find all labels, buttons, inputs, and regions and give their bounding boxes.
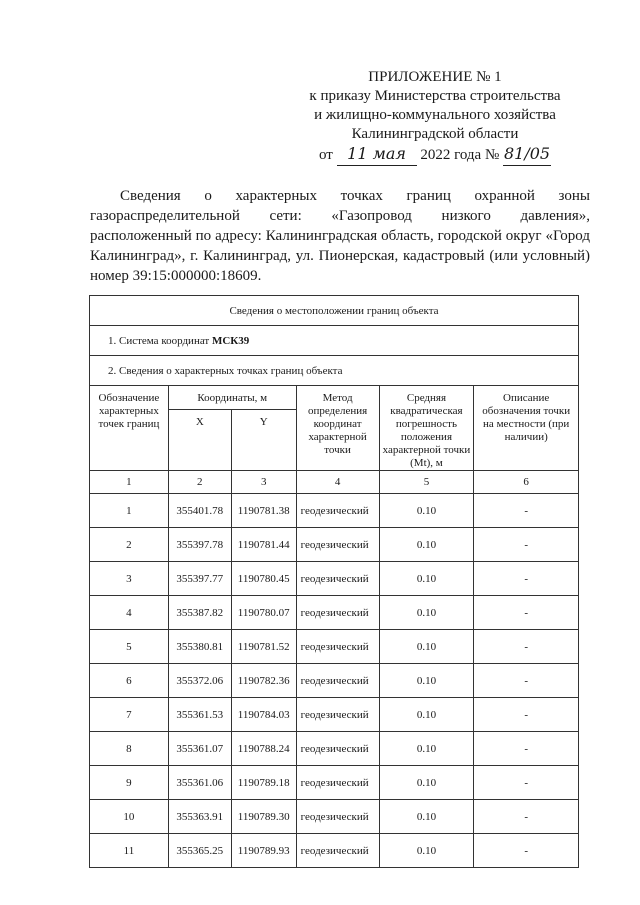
point-cell: 4: [90, 596, 169, 630]
error-cell: 0.10: [379, 800, 474, 834]
point-cell: 9: [90, 766, 169, 800]
description-cell: -: [474, 596, 579, 630]
y-coordinate-cell: 1190788.24: [231, 732, 296, 766]
coordinate-system-label: 1. Система координат: [108, 334, 210, 347]
order-line-3: Калининградской области: [351, 126, 519, 142]
table-row: [90, 630, 579, 664]
y-coordinate-cell: 1190781.44: [231, 528, 296, 562]
table-row: [90, 698, 579, 732]
error-cell: 0.10: [379, 494, 474, 528]
method-cell: геодезический: [296, 732, 379, 766]
method-cell: геодезический: [296, 766, 379, 800]
column-index: 4: [296, 471, 379, 494]
table-title-row: [90, 296, 579, 326]
method-cell: геодезический: [296, 834, 379, 868]
method-cell: геодезический: [296, 528, 379, 562]
col-method-header: Метод определения координат характерной точки: [296, 386, 379, 471]
col-x-header: X: [168, 410, 231, 471]
table-row: [90, 596, 579, 630]
column-index: 3: [231, 471, 296, 494]
y-coordinate-cell: 1190781.38: [231, 494, 296, 528]
header-row-1: [90, 386, 579, 410]
description-cell: -: [474, 698, 579, 732]
error-cell: 0.10: [379, 834, 474, 868]
column-index: 2: [168, 471, 231, 494]
x-coordinate-cell: 355372.06: [168, 664, 231, 698]
table-title: Сведения о местоположении границ объекта: [90, 296, 579, 326]
column-index: 6: [474, 471, 579, 494]
col-coords-header: Координаты, м: [168, 386, 296, 410]
number-field: [503, 144, 551, 166]
column-index: 5: [379, 471, 474, 494]
col-y-header: Y: [231, 410, 296, 471]
error-cell: 0.10: [379, 766, 474, 800]
description-cell: -: [474, 528, 579, 562]
order-line-1: к приказу Министерства строительства: [309, 88, 561, 104]
handwritten-date: 11 мая: [347, 144, 406, 163]
description-cell: -: [474, 630, 579, 664]
description-cell: -: [474, 562, 579, 596]
point-cell: 3: [90, 562, 169, 596]
coordinate-system-row: [90, 326, 579, 356]
table-row: [90, 766, 579, 800]
y-coordinate-cell: 1190780.07: [231, 596, 296, 630]
x-coordinate-cell: 355380.81: [168, 630, 231, 664]
method-cell: геодезический: [296, 664, 379, 698]
point-cell: 10: [90, 800, 169, 834]
column-index-row: [90, 471, 579, 494]
x-coordinate-cell: 355387.82: [168, 596, 231, 630]
coordinate-system-cell: [90, 326, 579, 356]
y-coordinate-cell: 1190789.18: [231, 766, 296, 800]
error-cell: 0.10: [379, 698, 474, 732]
error-cell: 0.10: [379, 596, 474, 630]
method-cell: геодезический: [296, 494, 379, 528]
error-cell: 0.10: [379, 732, 474, 766]
col-desc-header: Описание обозначения точки на местности (при наличии): [474, 386, 579, 471]
point-cell: 11: [90, 834, 169, 868]
order-date-line: [290, 144, 580, 166]
method-cell: геодезический: [296, 596, 379, 630]
table-row: [90, 562, 579, 596]
description-cell: -: [474, 732, 579, 766]
x-coordinate-cell: 355363.91: [168, 800, 231, 834]
year-label: 2022 года №: [420, 147, 500, 163]
point-cell: 5: [90, 630, 169, 664]
table-row: [90, 732, 579, 766]
table-row: [90, 494, 579, 528]
intro-paragraph: [90, 186, 590, 286]
coordinate-system-value: МСК39: [211, 334, 250, 347]
table-row: [90, 800, 579, 834]
error-cell: 0.10: [379, 664, 474, 698]
error-cell: 0.10: [379, 630, 474, 664]
order-line-2: и жилищно-коммунального хозяйства: [314, 107, 556, 123]
y-coordinate-cell: 1190781.52: [231, 630, 296, 664]
description-cell: -: [474, 766, 579, 800]
date-field: [337, 144, 417, 166]
x-coordinate-cell: 355361.06: [168, 766, 231, 800]
section-2-label: 2. Сведения о характерных точках границ объекта: [90, 356, 579, 386]
from-label: от: [318, 147, 333, 163]
point-cell: 1: [90, 494, 169, 528]
table-row: [90, 834, 579, 868]
description-cell: -: [474, 664, 579, 698]
error-cell: 0.10: [379, 562, 474, 596]
col-error-header: Средняя квадратическая погрешность положения характерной точки (Mt), м: [379, 386, 474, 471]
point-cell: 2: [90, 528, 169, 562]
description-cell: -: [474, 494, 579, 528]
method-cell: геодезический: [296, 630, 379, 664]
y-coordinate-cell: 1190784.03: [231, 698, 296, 732]
method-cell: геодезический: [296, 800, 379, 834]
y-coordinate-cell: 1190782.36: [231, 664, 296, 698]
description-cell: -: [474, 834, 579, 868]
x-coordinate-cell: 355365.25: [168, 834, 231, 868]
appendix-title: ПРИЛОЖЕНИЕ № 1: [368, 69, 502, 85]
point-cell: 7: [90, 698, 169, 732]
y-coordinate-cell: 1190780.45: [231, 562, 296, 596]
table-row: [90, 664, 579, 698]
appendix-header: [290, 68, 580, 166]
table-row: [90, 528, 579, 562]
x-coordinate-cell: 355401.78: [168, 494, 231, 528]
handwritten-number: 81/05: [503, 144, 551, 163]
y-coordinate-cell: 1190789.30: [231, 800, 296, 834]
coordinates-table: [89, 295, 579, 868]
x-coordinate-cell: 355361.53: [168, 698, 231, 732]
x-coordinate-cell: 355397.78: [168, 528, 231, 562]
method-cell: геодезический: [296, 562, 379, 596]
intro-text: Сведения о характерных точках границ охранной зоны газораспределительной сети: «Газопровод низкого давления», расположенный по адресу: Калининградская область, городской округ «Город Калининград», г. Калининград, ул. Пионерская, кадастровый (или условный) номер 39:15:000000:18609.: [90, 188, 590, 284]
description-cell: -: [474, 800, 579, 834]
col-point-header: Обозначение характерных точек границ: [90, 386, 169, 471]
x-coordinate-cell: 355397.77: [168, 562, 231, 596]
point-cell: 6: [90, 664, 169, 698]
section-2-row: [90, 356, 579, 386]
column-index: 1: [90, 471, 169, 494]
error-cell: 0.10: [379, 528, 474, 562]
point-cell: 8: [90, 732, 169, 766]
y-coordinate-cell: 1190789.93: [231, 834, 296, 868]
x-coordinate-cell: 355361.07: [168, 732, 231, 766]
method-cell: геодезический: [296, 698, 379, 732]
